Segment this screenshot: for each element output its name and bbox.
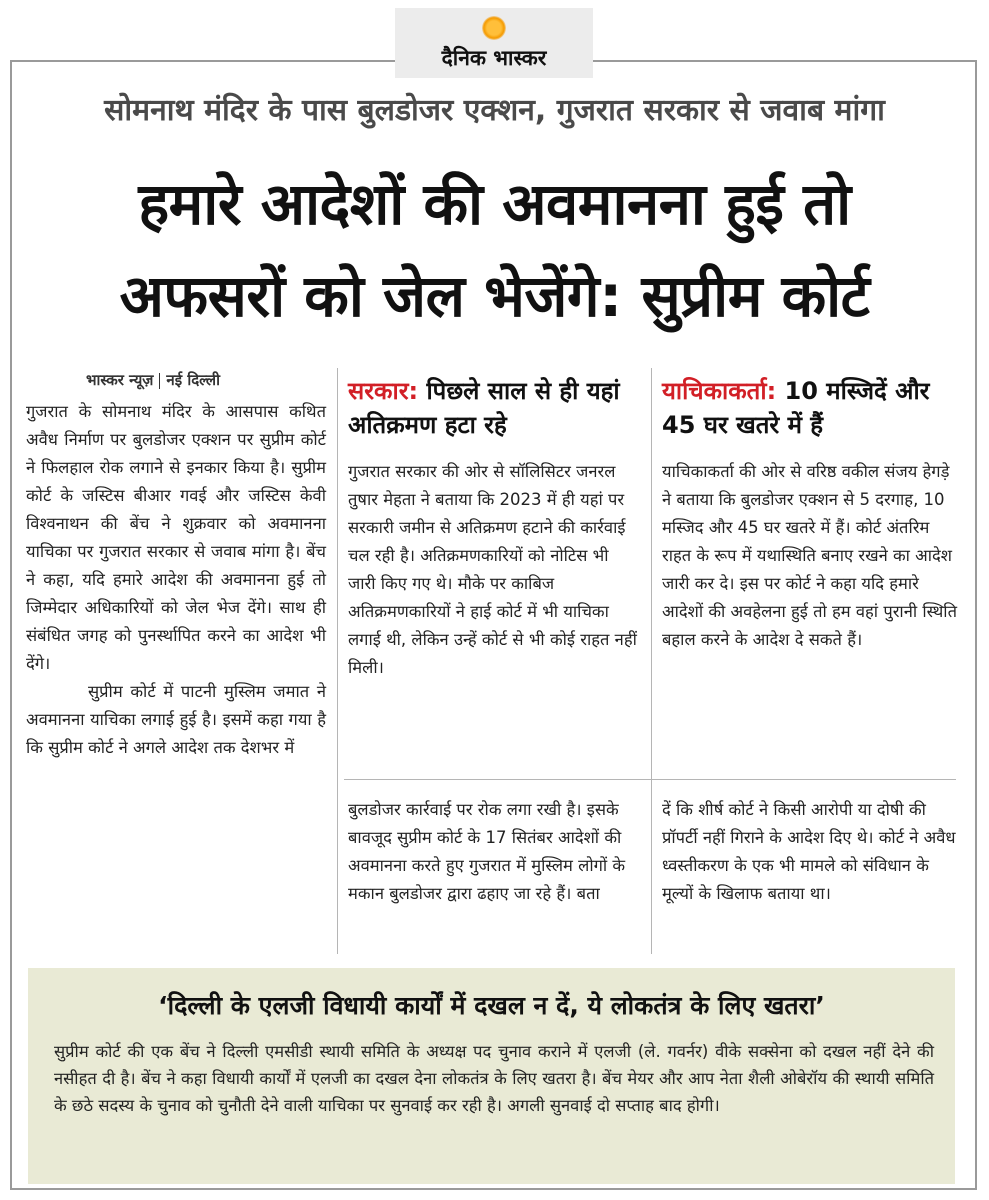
headline-line-2: अफसरों को जेल भेजेंगे: सुप्रीम कोर्ट [119,262,870,330]
brand-name: दैनिक भास्कर [441,46,547,70]
headline-line-1: हमारे आदेशों की अवमानना हुई तो [138,170,851,238]
govt-label: सरकार: [348,377,419,405]
main-headline [10,158,979,342]
column-1-para-2: सुप्रीम कोर्ट में पाटनी मुस्लिम जमात ने अवमानना याचिका लगाई हुई है। इसमें कहा गया है कि सुप्रीम कोर्ट ने अगले आदेश तक देशभर में [26,682,326,757]
kicker-headline: सोमनाथ मंदिर के पास बुलडोजर एक्शन, गुजरात सरकार से जवाब मांगा [104,93,885,128]
govt-title: पिछले साल से ही यहां अतिक्रमण हटा रहे [348,377,620,439]
box-body: सुप्रीम कोर्ट की एक बेंच ने दिल्ली एमसीडी स्थायी समिति के अध्यक्ष पद चुनाव कराने में एलजी (ले. गवर्नर) वीके सक्सेना को दखल नहीं देने की नसीहत दी है। बेंच ने कहा विधायी कार्यों में एलजी का दखल देना लोकतंत्र के लिए खतरा है। बेंच मेयर और आप नेता शैली ओबेरॉय की स्थायी समिति के छठे सदस्य के चुनाव को चुनौती देने वाली याचिका पर सुनवाई कर रही है। अगली सुनवाई दो सप्ताह बाद होगी। [54,1042,934,1115]
byline-place: नई दिल्ली [166,371,220,389]
govt-body: गुजरात सरकार की ओर से सॉलिसिटर जनरल तुषार मेहता ने बताया कि 2023 में ही यहां पर सरकारी जमीन से अतिक्रमण हटाने की कार्रवाई चल रही है। अतिक्रमणकारियों को नोटिस भी जारी किए गए थे। मौके पर काबिज अतिक्रमणकारियों ने हाई कोर्ट में भी याचिका लगाई थी, लेकिन उन्हें कोर्ट से भी कोई राहत नहीं मिली। [348,462,637,677]
continuation-col-3: दें कि शीर्ष कोर्ट ने किसी आरोपी या दोषी की प्रॉपर्टी नहीं गिराने के आदेश दिए थे। कोर्ट ने अवैध ध्वस्तीकरण के एक भी मामले को संविधान के मूल्यों के खिलाफ बताया था। [662,800,956,903]
box-title: ‘दिल्ली के एलजी विधायी कार्यों में दखल न दें, ये लोकतंत्र के लिए खतरा’ [158,991,825,1020]
column-divider-2 [651,368,652,954]
petitioner-label: याचिकाकर्ता: [662,377,777,405]
byline [86,370,220,390]
column-1-para-1: गुजरात के सोमनाथ मंदिर के आसपास कथित अवैध निर्माण पर बुलडोजर एक्शन पर सुप्रीम कोर्ट ने फिलहाल रोक लगाने से इनकार किया है। सुप्रीम कोर्ट के जस्टिस बीआर गवई और जस्टिस केवी विश्वनाथन की बेंच ने शुक्रवार को अवमानना याचिका पर गुजरात सरकार से जवाब मांगा है। बेंच ने कहा, यदि हमारे आदेश की अवमानना हुई तो जिम्मेदार अधिकारियों को जेल भेज देंगे। साथ ही संबंधित जगह को पुनर्स्थापित करने का आदेश भी देंगे। [26,402,326,673]
petitioner-body: याचिकाकर्ता की ओर से वरिष्ठ वकील संजय हेगड़े ने बताया कि बुलडोजर एक्शन से 5 दरगाह, 10 मस्जिद और 45 घर खतरे में हैं। कोर्ट अंतरिम राहत के रूप में यथास्थिति बनाए रखने का आदेश जारी कर दे। इस पर कोर्ट ने कहा यदि हमारे आदेशों की अवहेलना हुई तो हम वहां पुरानी स्थिति बहाल करने के आदेश दे सकते हैं। [662,462,957,649]
section-divider [344,779,956,780]
column-divider-1 [337,368,338,954]
govt-subheading [348,374,648,442]
byline-divider [159,373,160,389]
column-1 [26,398,326,762]
petitioner-subheading [662,374,962,442]
byline-agency: भास्कर न्यूज़ [86,371,154,389]
sun-logo-icon [482,16,506,40]
masthead [395,8,593,78]
continuation-col-2: बुलडोजर कार्रवाई पर रोक लगा रखी है। इसके बावजूद सुप्रीम कोर्ट के 17 सितंबर आदेशों की अवमानना करते हुए गुजरात में मुस्लिम लोगों के मकान बुलडोजर द्वारा ढहाए जा रहे हैं। बता [348,800,626,903]
sidebar-box [28,968,955,1184]
petitioner-title: 10 मस्जिदें और 45 घर खतरे में हैं [662,377,930,439]
